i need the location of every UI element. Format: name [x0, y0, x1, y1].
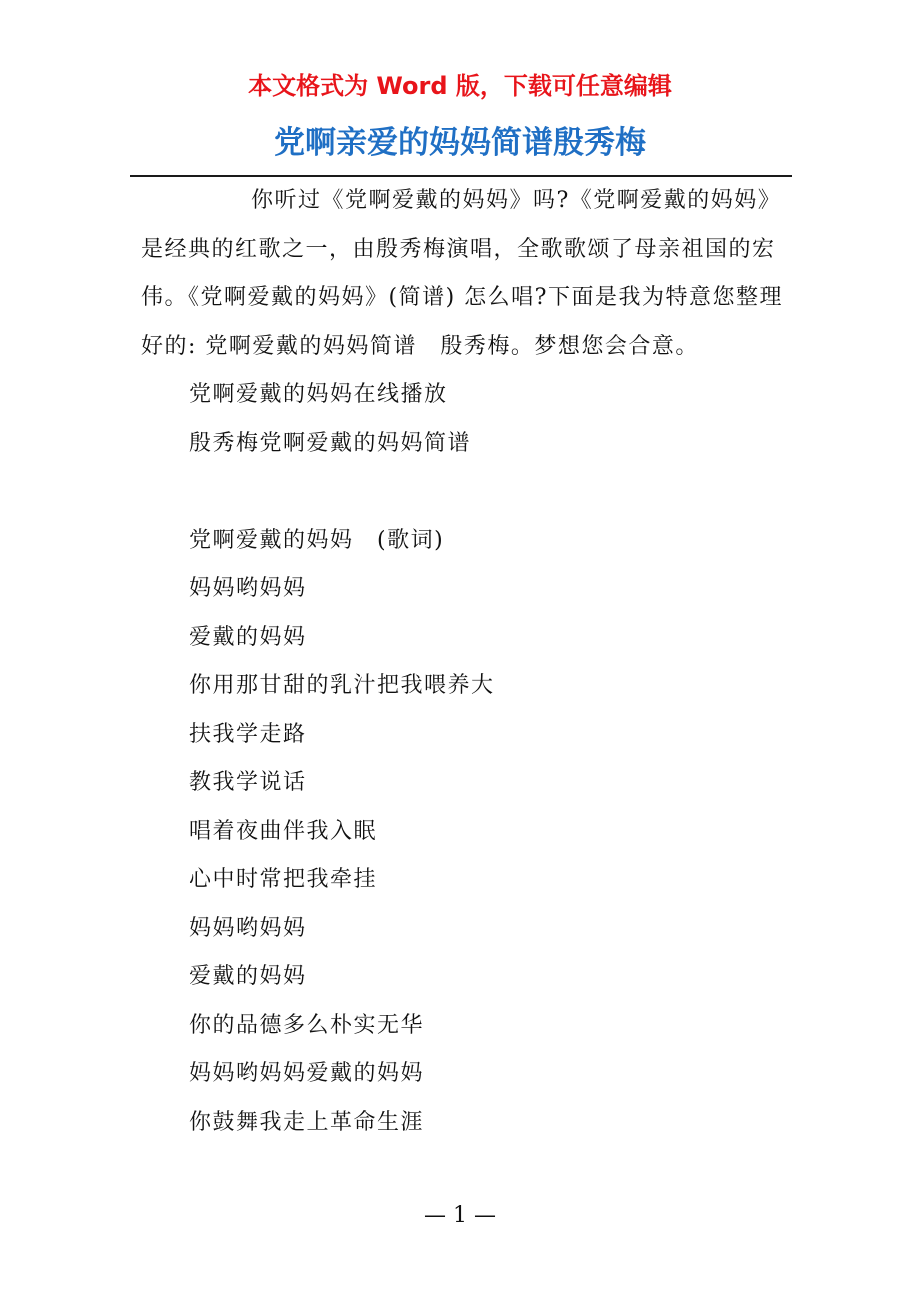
document-body	[141, 177, 801, 1147]
blank-line	[141, 468, 801, 517]
lyric-line: 爱戴的妈妈	[189, 964, 307, 989]
lyric-line: 唱着夜曲伴我入眠	[189, 818, 378, 844]
lyric-line: 你的品德多么朴实无华	[189, 1012, 425, 1038]
lyric-line: 妈妈哟妈妈	[189, 576, 307, 601]
lyric-line: 妈妈哟妈妈爱戴的妈妈	[189, 1061, 425, 1086]
lyric-line: 教我学说话	[189, 770, 307, 795]
edit-notice-banner: 本文格式为 Word 版，下载可任意编辑	[248, 72, 672, 100]
page-number: — 1 —	[424, 1203, 496, 1228]
intro-paragraph: 你听过《党啊爱戴的妈妈》吗?《党啊爱戴的妈妈》是经典的红歌之一，由殷秀梅演唱，全歌歌颂了母亲祖国的宏伟。《党啊爱戴的妈妈》(简谱) 怎么唱?下面是我为特意您整理好的: 党啊爱戴的妈妈简谱 殷秀梅。梦想您会合意。	[141, 188, 783, 359]
lyric-line: 扶我学走路	[189, 721, 307, 747]
lyric-line: 爱戴的妈妈	[189, 624, 307, 650]
lyric-line: 你鼓舞我走上革命生涯	[189, 1109, 425, 1135]
score-link[interactable]: 殷秀梅党啊爱戴的妈妈简谱	[189, 430, 472, 456]
lyric-line: 心中时常把我牵挂	[189, 867, 378, 892]
lyrics-heading: 党啊爱戴的妈妈 (歌词)	[189, 527, 445, 553]
lyric-line: 你用那甘甜的乳汁把我喂养大	[189, 673, 495, 698]
page-title: 党啊亲爱的妈妈简谱殷秀梅	[274, 125, 646, 161]
play-online-link[interactable]: 党啊爱戴的妈妈在线播放	[189, 382, 448, 407]
lyric-line: 妈妈哟妈妈	[189, 915, 307, 941]
